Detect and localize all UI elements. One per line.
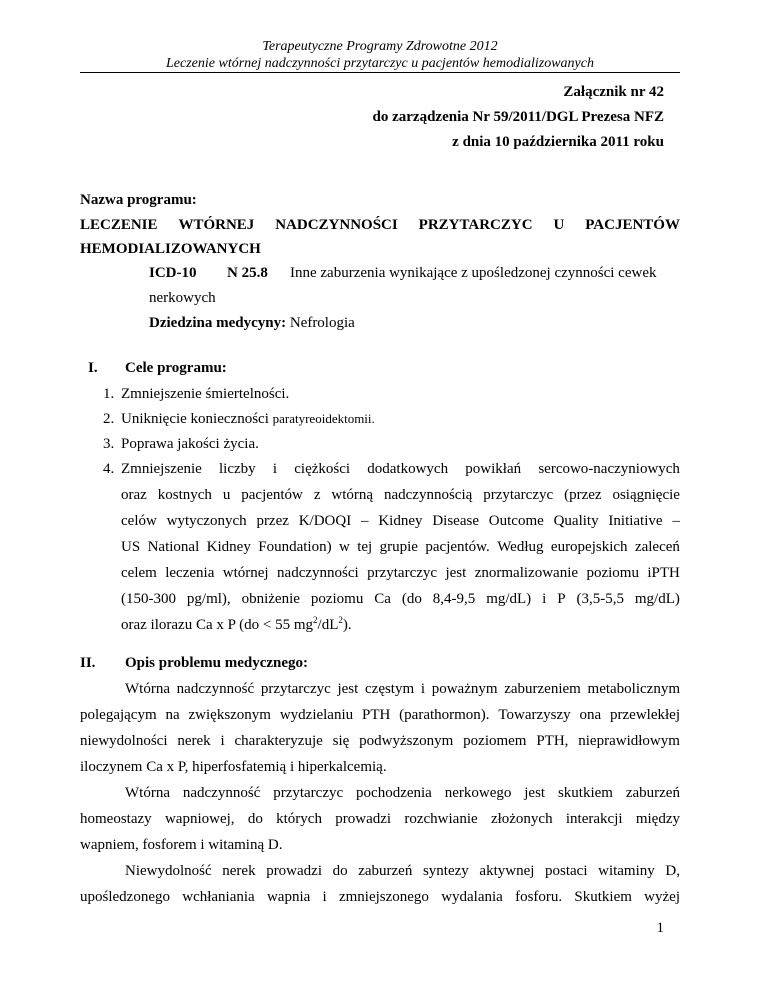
word: do xyxy=(332,863,348,879)
word: nadczynność xyxy=(176,681,255,697)
word: – xyxy=(672,513,680,529)
word: homeostazy xyxy=(80,811,152,827)
word: metabolicznym xyxy=(587,681,680,697)
word: Towarzyszy xyxy=(498,707,571,723)
word: przytarczyc xyxy=(483,487,554,503)
word: wtórną xyxy=(331,487,374,503)
word: podwyższonym xyxy=(359,733,454,749)
word: przytarczyc xyxy=(273,785,344,801)
word: jest xyxy=(524,785,546,801)
list-item-line xyxy=(121,564,680,582)
list-item-text-small: paratyreoidektomii. xyxy=(272,411,375,426)
word: (przez xyxy=(564,487,602,503)
word: leczenia xyxy=(165,565,215,581)
word: ona xyxy=(579,707,602,723)
running-header-line1: Terapeutyczne Programy Zdrowotne 2012 xyxy=(262,39,498,54)
word: celem xyxy=(121,565,157,581)
list-number: 1. xyxy=(103,386,115,402)
word: Zmniejszenie xyxy=(121,461,202,477)
word: celów xyxy=(121,513,157,529)
list-item-line xyxy=(121,460,680,478)
word: oraz xyxy=(121,487,147,503)
section2-title: Opis problemu medycznego: xyxy=(125,655,309,671)
word: na xyxy=(165,707,180,723)
paragraph-line xyxy=(80,888,680,906)
word: się xyxy=(332,733,350,749)
word: wyżej xyxy=(644,889,680,905)
paragraph-line: iloczynem Ca x P, hiperfosfatemią i hiperkalcemią. xyxy=(80,759,387,775)
list-item-text: Uniknięcie konieczności xyxy=(121,411,273,427)
word: poziomem xyxy=(463,733,527,749)
word: u xyxy=(222,487,231,503)
formula-text: ). xyxy=(342,617,352,633)
word: prowadzi xyxy=(335,811,392,827)
word: nerek xyxy=(222,863,256,879)
word: wydalania xyxy=(441,889,503,905)
formula-text: /dL xyxy=(317,617,339,633)
word: Initiative xyxy=(608,513,663,529)
word: europejskich xyxy=(550,539,628,555)
formula-text: oraz ilorazu Ca x P (do < 55 mg xyxy=(121,617,314,633)
word: między xyxy=(635,811,680,827)
section1-numeral: I. xyxy=(88,360,98,376)
word: pacjentów xyxy=(241,487,303,503)
word: 8,4-9,5 xyxy=(432,591,476,607)
program-name-label: Nazwa programu: xyxy=(80,192,197,208)
word: mg/dL) xyxy=(634,591,680,607)
word: polegającym xyxy=(80,707,157,723)
word: mg/dL) xyxy=(486,591,532,607)
word: Kidney xyxy=(378,513,423,529)
word: syntezy xyxy=(422,863,469,879)
word: grupie xyxy=(379,539,418,555)
word: Ca xyxy=(374,591,391,607)
title-word: LECZENIE xyxy=(80,217,158,233)
list-number: 4. xyxy=(103,461,115,477)
word: osiągnięcie xyxy=(612,487,680,503)
title-word: NADCZYNNOŚCI xyxy=(275,217,398,233)
program-title-line1 xyxy=(80,216,680,234)
list-item-line xyxy=(121,538,680,556)
word: i xyxy=(542,591,547,607)
title-word: PRZYTARCZYC xyxy=(418,217,533,233)
word: jest xyxy=(445,565,467,581)
medical-field-label: Dziedzina medycyny: xyxy=(149,315,287,331)
word: poważnym xyxy=(431,681,498,697)
word: skutkiem xyxy=(557,785,613,801)
word: przez xyxy=(256,513,289,529)
paragraph-line xyxy=(125,784,680,802)
word: i xyxy=(220,733,225,749)
word: kostnych xyxy=(157,487,212,503)
paragraph-line xyxy=(80,732,680,750)
word: z xyxy=(313,487,321,503)
word: Outcome xyxy=(488,513,544,529)
word: wapniowej, xyxy=(164,811,235,827)
paragraph-line xyxy=(125,680,680,698)
word: ciężkości xyxy=(294,461,351,477)
title-word: PACJENTÓW xyxy=(585,217,680,233)
word: wchłaniania xyxy=(182,889,255,905)
list-item-line-last xyxy=(121,616,352,634)
running-header-line2: Leczenie wtórnej nadczynności przytarczyc u pacjentów hemodializowanych xyxy=(166,56,594,71)
annex-ordinance: do zarządzenia Nr 59/2011/DGL Prezesa NFZ xyxy=(372,109,664,125)
word: przewlekłej xyxy=(610,707,680,723)
word: Kidney xyxy=(206,539,251,555)
word: przytarczyc xyxy=(367,565,438,581)
word: nadczynności xyxy=(277,565,359,581)
word: postaci xyxy=(545,863,588,879)
medical-field xyxy=(149,314,355,332)
list-item-line xyxy=(121,512,680,530)
word: przytarczyc xyxy=(260,681,331,697)
word: obniżenie xyxy=(241,591,300,607)
word: i xyxy=(420,681,426,697)
word: zaburzeniem xyxy=(504,681,581,697)
word: (do xyxy=(401,591,422,607)
annex-date: z dnia 10 października 2011 roku xyxy=(452,134,664,150)
list-item-line xyxy=(121,486,680,504)
word: aktywnej xyxy=(479,863,535,879)
title-word: WTÓRNEJ xyxy=(178,217,255,233)
word: Skutkiem xyxy=(574,889,632,905)
word: w xyxy=(338,539,350,555)
word: P xyxy=(557,591,566,607)
word: niewydolności xyxy=(80,733,168,749)
word: Wtórna xyxy=(125,785,170,801)
word: częstym xyxy=(365,681,415,697)
word: znormalizowanie xyxy=(474,565,579,581)
word: D, xyxy=(665,863,680,879)
word: Foundation) xyxy=(258,539,332,555)
word: powikłań xyxy=(465,461,522,477)
list-item-line xyxy=(121,590,680,608)
word: nerkowego xyxy=(444,785,512,801)
word: tej xyxy=(357,539,373,555)
program-title-line2: HEMODIALIZOWANYCH xyxy=(80,241,261,257)
word: K/DOQI xyxy=(298,513,352,529)
icd-code: N 25.8 xyxy=(227,265,268,281)
word: PTH, xyxy=(536,733,569,749)
word: US xyxy=(121,539,141,555)
word: wapnia xyxy=(266,889,311,905)
superscript: 2 xyxy=(313,615,318,625)
word: fosforu. xyxy=(515,889,563,905)
word: Quality xyxy=(553,513,599,529)
word: (3,5-5,5 xyxy=(576,591,624,607)
paragraph-line: wapniem, fosforem i witaminą D. xyxy=(80,837,283,853)
word: (150-300 xyxy=(121,591,176,607)
medical-field-value: Nefrologia xyxy=(289,315,355,331)
word: zaleceń xyxy=(634,539,680,555)
word: zaburzeń xyxy=(625,785,680,801)
word: witaminy xyxy=(598,863,655,879)
word: i xyxy=(322,889,327,905)
word: prowadzi xyxy=(266,863,322,879)
word: nerek xyxy=(177,733,211,749)
word: i xyxy=(272,461,278,477)
paragraph-line xyxy=(80,706,680,724)
word: upośledzonego xyxy=(80,889,170,905)
word: – xyxy=(361,513,369,529)
header-divider xyxy=(80,72,680,73)
section1-title: Cele programu: xyxy=(125,360,227,376)
title-word: U xyxy=(553,217,565,233)
word: Wtórna xyxy=(125,681,170,697)
word: liczby xyxy=(219,461,256,477)
word: do xyxy=(247,811,263,827)
word: (parathormon). xyxy=(399,707,490,723)
icd-description-cont: nerkowych xyxy=(149,290,216,306)
list-item: Zmniejszenie śmiertelności. xyxy=(121,386,290,402)
word: Niewydolność xyxy=(125,863,212,879)
word: zaburzeń xyxy=(358,863,413,879)
page-number: 1 xyxy=(656,920,664,936)
word: poziomu xyxy=(310,591,364,607)
word: nadczynnością xyxy=(383,487,473,503)
list-item: Poprawa jakości życia. xyxy=(121,436,259,452)
word: wtórnej xyxy=(222,565,269,581)
word: wytyczonych xyxy=(166,513,247,529)
icd-label: ICD-10 xyxy=(149,265,197,281)
word: Disease xyxy=(432,513,479,529)
word: złożonych xyxy=(490,811,553,827)
word: sercowo-naczyniowych xyxy=(538,461,680,477)
icd-description: Inne zaburzenia wynikające z upośledzonej czynności cewek xyxy=(290,265,657,281)
list-item xyxy=(121,410,375,428)
word: jest xyxy=(337,681,359,697)
word: zmniejszonego xyxy=(338,889,429,905)
word: poziomu xyxy=(586,565,639,581)
paragraph-line xyxy=(80,810,680,828)
word: wydzielaniu xyxy=(279,707,354,723)
word: PTH xyxy=(361,707,391,723)
word: nieprawidłowym xyxy=(578,733,680,749)
list-number: 2. xyxy=(103,411,115,427)
word: nadczynność xyxy=(182,785,261,801)
word: pg/ml), xyxy=(186,591,231,607)
word: rozchwianie xyxy=(404,811,478,827)
paragraph-line xyxy=(125,862,680,880)
word: których xyxy=(276,811,322,827)
word: iPTH xyxy=(647,565,680,581)
word: Według xyxy=(497,539,544,555)
word: pochodzenia xyxy=(356,785,432,801)
word: pacjentów. xyxy=(425,539,490,555)
word: National xyxy=(147,539,200,555)
list-number: 3. xyxy=(103,436,115,452)
section2-numeral: II. xyxy=(80,655,96,671)
word: zwiększonym xyxy=(188,707,271,723)
annex-number: Załącznik nr 42 xyxy=(563,84,664,100)
word: charakteryzuje xyxy=(234,733,323,749)
word: dodatkowych xyxy=(367,461,449,477)
word: interakcji xyxy=(565,811,623,827)
superscript: 2 xyxy=(338,615,343,625)
